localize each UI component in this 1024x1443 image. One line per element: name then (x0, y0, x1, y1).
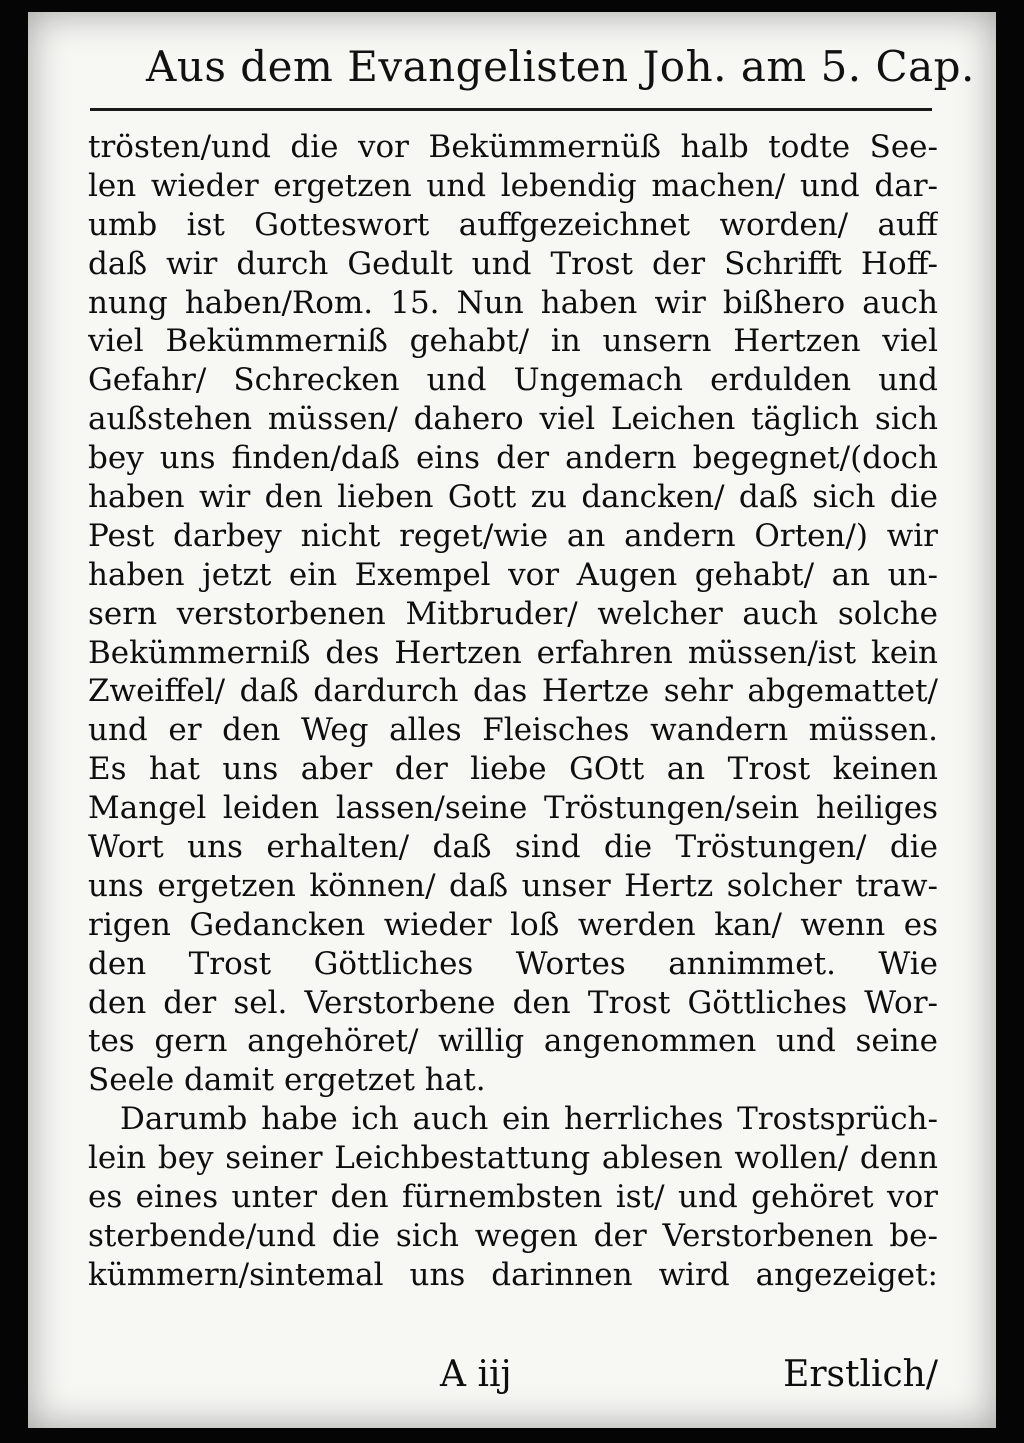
paragraph-end-line: Seele damit ergetzet hat. (88, 1062, 486, 1099)
book-page (28, 12, 996, 1428)
text-line: kümmern/sintemal uns darinnen wird angezeiget: (88, 1256, 938, 1293)
text-line: den Trost Göttliches Wortes annimmet. Wie (88, 945, 938, 982)
text-line: daß wir durch Gedult und Trost der Schrifft Hoff- (88, 245, 938, 282)
text-line: trösten/und die vor Bekümmernüß halb todte See- (88, 129, 938, 165)
catchword: Erstlich/ (783, 1354, 938, 1395)
text-line: tes gern angehöret/ willig angenommen und seine (88, 1023, 938, 1060)
text-line: außstehen müssen/ dahero viel Leichen täglich sich (88, 401, 938, 438)
text-line: Es hat uns aber der liebe GOtt an Trost keinen (88, 751, 938, 788)
text-line: den der sel. Verstorbene den Trost Göttliches Wor- (88, 984, 938, 1021)
text-line: haben wir den lieben Gott zu dancken/ daß sich die (88, 479, 938, 516)
page-footer (88, 1354, 938, 1400)
text-line: und er den Weg alles Fleisches wandern müssen. (88, 712, 938, 749)
text-line: sterbende/und die sich wegen der Verstorbenen be- (88, 1217, 938, 1254)
text-line: uns ergetzen können/ daß unser Hertz solcher traw- (88, 867, 938, 904)
text-line: Mangel leiden lassen/seine Tröstungen/sein heiliges (88, 790, 938, 827)
text-line: es eines unter den fürnembsten ist/ und gehöret vor (88, 1179, 938, 1216)
text-line: nung haben/Rom. 15. Nun haben wir bißhero auch (88, 284, 938, 321)
text-line: Gefahr/ Schrecken und Ungemach erdulden und (88, 362, 938, 399)
text-line: Zweiffel/ daß dardurch das Hertze sehr abgemattet/ (88, 673, 938, 710)
text-line: haben jetzt ein Exempel vor Augen gehabt/ an un- (88, 556, 938, 593)
body-text (88, 128, 938, 1295)
text-line: sern verstorbenen Mitbruder/ welcher auch solche (88, 595, 938, 632)
header-rule (90, 108, 932, 111)
text-line: Bekümmerniß des Hertzen erfahren müssen/ist kein (88, 634, 938, 671)
text-line: rigen Gedancken wieder loß werden kan/ wenn es (88, 906, 938, 943)
text-line: Wort uns erhalten/ daß sind die Tröstungen/ die (88, 829, 938, 866)
signature-mark: A iij (440, 1354, 512, 1395)
text-line: lein bey seiner Leichbestattung ablesen wollen/ denn (88, 1140, 938, 1177)
text-line: viel Bekümmerniß gehabt/ in unsern Hertzen viel (88, 323, 938, 360)
text-line: len wieder ergetzen und lebendig machen/ und dar- (88, 167, 938, 204)
running-title: Aus dem Evangelisten Joh. am 5. Cap. (146, 42, 975, 91)
text-line: umb ist Gotteswort auffgezeichnet worden/ auff (88, 206, 938, 243)
paragraph-start-line: Darumb habe ich auch ein herrliches Trostsprüch- (120, 1101, 938, 1138)
text-line: bey uns finden/daß eins der andern begegnet/(doch (88, 440, 938, 477)
text-line: Pest darbey nicht reget/wie an andern Orten/) wir (88, 517, 938, 554)
